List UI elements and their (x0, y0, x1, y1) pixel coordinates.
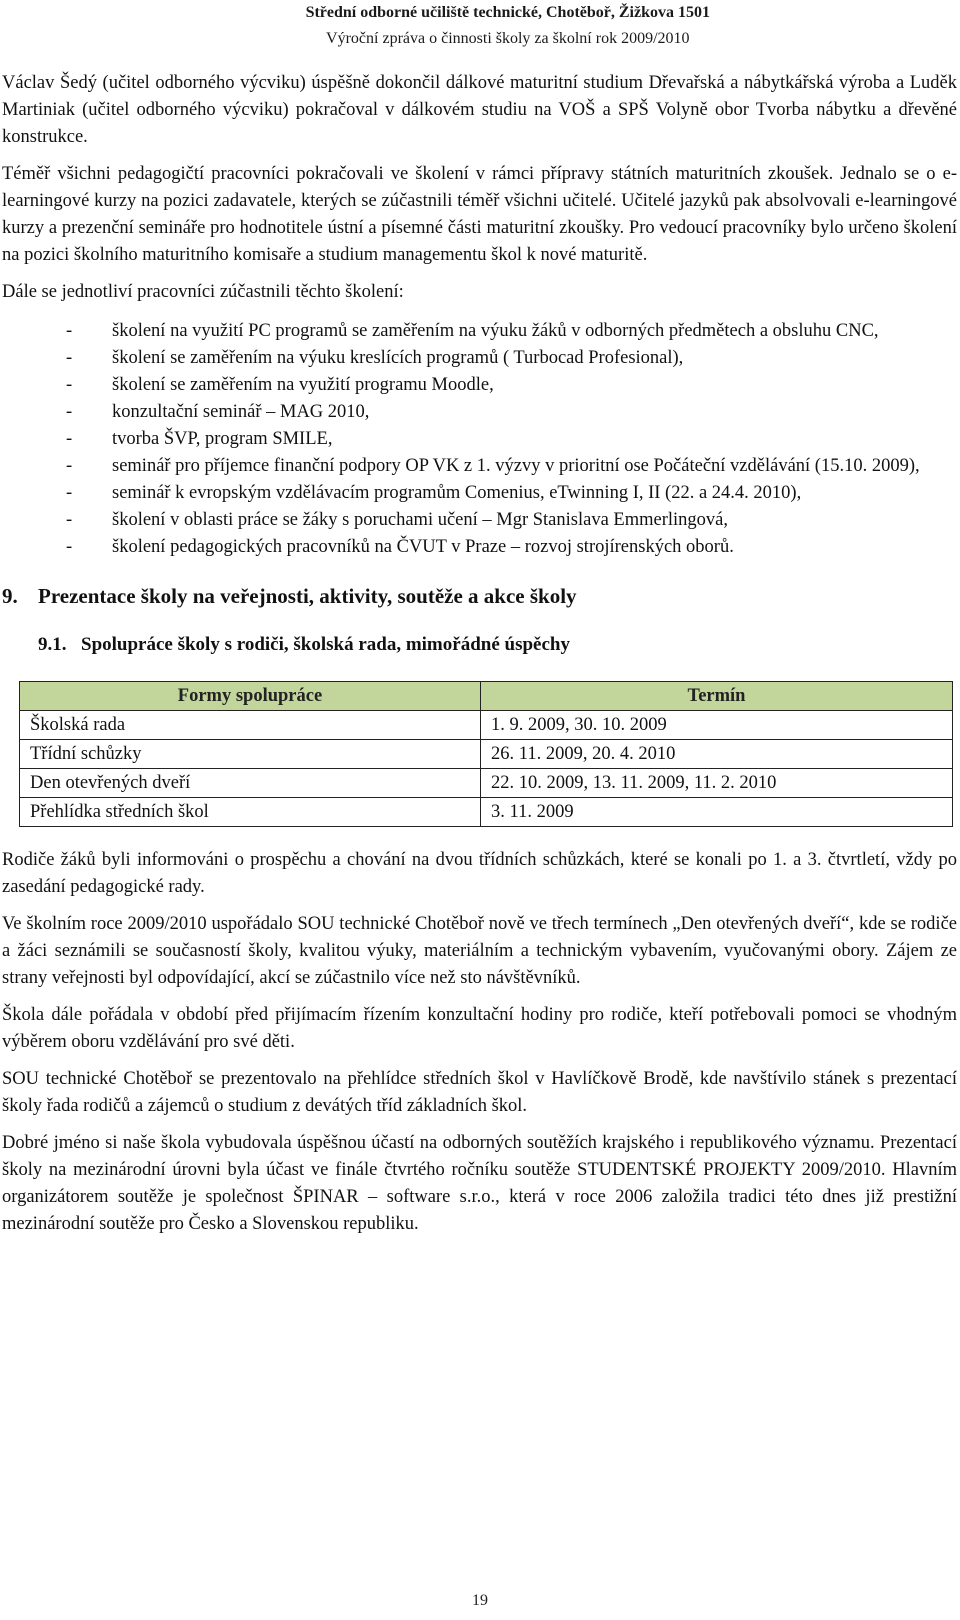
section-number: 9. (2, 584, 18, 608)
page-number: 19 (472, 1592, 488, 1609)
column-header-date: Termín (481, 682, 953, 711)
training-list (2, 318, 957, 561)
header-report-title: Výroční zpráva o činnosti školy za školní rok 2009/2010 (326, 30, 690, 47)
table-cell: 22. 10. 2009, 13. 11. 2009, 11. 2. 2010 (481, 769, 953, 798)
paragraph: Téměř všichni pedagogičtí pracovníci pokračovali ve školení v rámci přípravy státních maturitních zkoušek. Jednalo se o e-learningové kurzy na pozici zadavatele, kterých se zúčastnili téměř všichni učitelé. Učitelé jazyků pak absolvovali e-learningové kurzy a prezenční semináře pro hodnotitele ústní a písemné části maturitní zkoušky. Pro vedoucí pracovníky bylo určeno školení na pozici školního maturitního komisaře a studium managementu škol k nové maturitě. (2, 164, 957, 265)
list-item: - tvorba ŠVP, program SMILE, (2, 426, 957, 453)
list-item: - seminář k evropským vzdělávacím programům Comenius, eTwinning I, II (22. a 24.4. 2010), (2, 480, 957, 507)
list-item: - školení pedagogických pracovníků na ČVUT v Praze – rozvoj strojírenských oborů. (2, 534, 957, 561)
table-cell: Den otevřených dveří (20, 769, 481, 798)
table-header-row (20, 682, 953, 711)
column-header-forms: Formy spolupráce (20, 682, 481, 711)
subsection-number: 9.1. (38, 634, 67, 655)
paragraph: Škola dále pořádala v období před přijímacím řízením konzultační hodiny pro rodiče, kteří potřebovali pomoci se vhodným výběrem oboru vzdělávání pro své děti. (2, 1005, 957, 1052)
page-content (2, 70, 957, 1248)
paragraph: Rodiče žáků byli informováni o prospěchu a chování na dvou třídních schůzkách, které se konali po 1. a 3. čtvrtletí, vždy po zasedání pedagogické rady. (2, 850, 957, 897)
list-marker: - (66, 537, 73, 557)
table-cell: 1. 9. 2009, 30. 10. 2009 (481, 711, 953, 740)
list-marker: - (66, 375, 73, 395)
table-cell: Třídní schůzky (20, 740, 481, 769)
list-marker: - (66, 429, 73, 449)
table-cell: Školská rada (20, 711, 481, 740)
list-marker: - (66, 483, 73, 503)
paragraph: Dobré jméno si naše škola vybudovala úspěšnou účastí na odborných soutěžích krajského i republikového významu. Prezentací školy na mezinárodní úrovni byla účast ve finále čtvrtého ročníku soutěže STUDENTSKÉ PROJEKTY 2009/2010. Hlavním organizátorem soutěže je společnost ŠPINAR – software s.r.o., která v roce 2006 založila tradici této dnes již prestižní mezinárodní soutěže pro Česko a Slovenskou republiku. (2, 1133, 957, 1234)
table-cell: 26. 11. 2009, 20. 4. 2010 (481, 740, 953, 769)
table-row (20, 798, 953, 827)
list-marker: - (66, 402, 73, 422)
list-item: - školení se zaměřením na využití programu Moodle, (2, 372, 957, 399)
header-school-name: Střední odborné učiliště technické, Chotěboř, Žižkova 1501 (305, 4, 710, 21)
list-item: - seminář pro příjemce finanční podpory OP VK z 1. výzvy v prioritní ose Počáteční vzdělávání (15.10. 2009), (2, 453, 957, 480)
table-row (20, 711, 953, 740)
section-title: Prezentace školy na veřejnosti, aktivity, soutěže a akce školy (38, 584, 577, 608)
list-marker: - (66, 510, 73, 530)
section-heading (2, 581, 957, 611)
list-marker: - (66, 348, 73, 368)
list-marker: - (66, 321, 73, 341)
paragraph: Václav Šedý (učitel odborného výcviku) úspěšně dokončil dálkové maturitní studium Dřevařská a nábytkářská výroba a Luděk Martiniak (učitel odborného výcviku) pokračoval v dálkovém studiu na VOŠ a SPŠ Volyně obor Tvorba nábytku a dřevěné konstrukce. (2, 73, 957, 147)
list-item: - školení v oblasti práce se žáky s poruchami učení – Mgr Stanislava Emmerlingová, (2, 507, 957, 534)
list-item: - školení se zaměřením na výuku kreslících programů ( Turbocad Profesional), (2, 345, 957, 372)
paragraph: Dále se jednotliví pracovníci zúčastnili těchto školení: (2, 282, 404, 302)
cooperation-table (19, 681, 953, 827)
table-row (20, 769, 953, 798)
table-cell: Přehlídka středních škol (20, 798, 481, 827)
paragraph: SOU technické Chotěboř se prezentovalo na přehlídce středních škol v Havlíčkově Brodě, kde navštívilo stánek s prezentací školy řada rodičů a zájemců o studium z devátých tříd základních škol. (2, 1069, 957, 1116)
list-item: - školení na využití PC programů se zaměřením na výuku žáků v odborných předmětech a obsluhu CNC, (2, 318, 957, 345)
paragraph: Ve školním roce 2009/2010 uspořádalo SOU technické Chotěboř nově ve třech termínech „Den otevřených dveří“, kde se rodiče a žáci seznámili se současností školy, kvalitou výuky, materiálním a technickým vybavením, vyučovanými obory. Zájem ze strany veřejnosti byl odpovídající, akcí se zúčastnilo více než sto návštěvníků. (2, 914, 957, 988)
list-marker: - (66, 456, 73, 476)
table-row (20, 740, 953, 769)
page-header (306, 0, 710, 52)
table-cell: 3. 11. 2009 (481, 798, 953, 827)
subsection-title: Spolupráce školy s rodiči, školská rada, mimořádné úspěchy (81, 634, 570, 655)
subsection-heading (38, 631, 957, 659)
list-item: - konzultační seminář – MAG 2010, (2, 399, 957, 426)
